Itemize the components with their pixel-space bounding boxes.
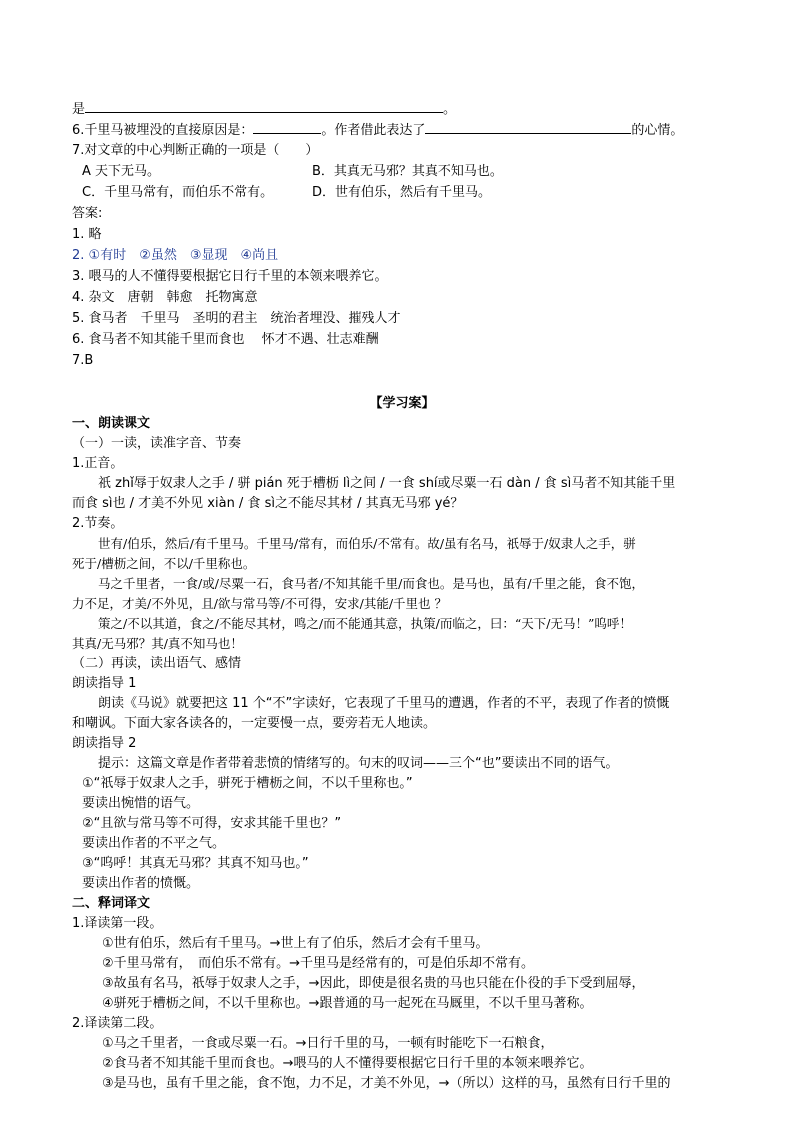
pronunciation-line: 祇 zhǐ辱于奴隶人之手 / 骈 pián 死于槽枥 lì之间 / 一食 shí或尽粟一石 dàn / 食 sì马者不知其能千里 [98,476,676,491]
answers-title: 答案: [72,206,103,221]
guide-2-text: ③“呜呼！其真无马邪？其真不知马也。” [82,856,309,871]
answer-7: 7.B [72,353,94,368]
study-plan-title: 【学习案】 [369,396,435,411]
rhythm-line: 死于/槽枥之间，不以/千里称也。 [72,556,256,571]
subsection-1-2: （二）再读，读出语气、感情 [72,656,242,671]
question-7-options-cd [72,182,732,203]
rhythm-line: 马之千里者，一食/或/尽粟一石，食马者/不知其能千里/而食也。是马也，虽有/千里之能，食不饱， [98,576,645,591]
rhythm-line: 世有/伯乐，然后/有千里马。千里马/常有，而伯乐/不常有。故/虽有名马，祇辱于/奴隶人之手，骈 [98,536,636,551]
document-page [72,98,732,1094]
answer-5: 5. 食马者 千里马 圣明的君主 统治者埋没、摧残人才 [72,311,401,326]
rhythm-line: 力不足，才美/不外见，且/欲与常马等/不可得，安求/其能/千里也 ？ [72,596,448,611]
question-7-stem: 7.对文章的中心判断正确的一项是（ ） [72,143,319,158]
translate-line: ④骈死于槽枥之间，不以千里称也。→跟普通的马一起死在马厩里，不以千里马著称。 [102,996,593,1011]
guide-1-title: 朗读指导 1 [72,676,137,691]
rhythm-line: 策之/不以其道，食之/不能尽其材，鸣之/而不能通其意，执策/而临之，曰：“天下/无马！”呜呼！ [98,616,632,631]
answer-blank [253,119,321,134]
option-d: D．世有伯乐，然后有千里马。 [312,185,492,200]
answer-1: 1. 略 [72,227,102,242]
question-5-line: 是 。 [72,98,732,119]
translate-line: ②食马者不知其能千里而食也。→喂马的人不懂得要根据它日行千里的本领来喂养它。 [102,1056,593,1071]
guide-2-text: 要读出作者的不平之气。 [82,836,226,851]
rhythm-title: 2.节奏。 [72,516,124,531]
guide-2-title: 朗读指导 2 [72,736,137,751]
question-6: 6.千里马被埋没的直接原因是： 。作者借此表达了 的心情。 [72,119,732,140]
subsection-1-1: （一）一读，读准字音、节奏 [72,436,242,451]
answer-3: 3. 喂马的人不懂得要根据它日行千里的本领来喂养它。 [72,269,388,284]
translate-line: ②千里马常有， 而伯乐不常有。→千里马是经常有的，可是伯乐却不常有。 [102,956,535,971]
translate-line: ③故虽有名马，祇辱于奴隶人之手，→因此，即使是很名贵的马也只能在仆役的手下受到屈辱， [102,976,645,991]
option-c: C．千里马常有，而伯乐不常有。 [82,185,274,200]
pronunciation-title: 1.正音。 [72,456,124,471]
guide-2-text: 要读出惋惜的语气。 [82,796,200,811]
guide-1-text: 朗读《马说》就要把这 11 个“不”字读好，它表现了千里马的遭遇，作者的不平，表现了作者的愤慨 [98,696,670,711]
rhythm-line: 其真/无马邪？其/真不知马也！ [72,636,243,651]
guide-1-text: 和嘲讽。下面大家各读各的，一定要慢一点，要旁若无人地读。 [72,716,437,731]
translate-1-title: 1.译读第一段。 [72,916,163,931]
answer-blank [85,98,443,113]
answer-blank [425,119,631,134]
guide-2-text: ②“且欲与常马等不可得，安求其能千里也？” [82,816,342,831]
translate-line: ①世有伯乐，然后有千里马。→世上有了伯乐，然后才会有千里马。 [102,936,489,951]
answer-6: 6. 食马者不知其能千里而食也 怀才不遇、壮志难酬 [72,332,379,347]
guide-2-text: ①“祇辱于奴隶人之手，骈死于槽枥之间，不以千里称也。” [82,776,413,791]
question-7-options-ab [72,161,732,182]
q5-tail: 是 [72,102,86,117]
option-a: A 天下无马。 [82,164,161,179]
section-1-heading: 一、朗读课文 [72,416,151,431]
answer-2: 2. ①有时 ②虽然 ③显现 ④尚且 [72,248,279,263]
guide-2-text: 要读出作者的愤慨。 [82,876,200,891]
answer-4: 4. 杂文 唐朝 韩愈 托物寓意 [72,290,258,305]
pronunciation-line: 而食 sì也 / 才美不外见 xiàn / 食 sì之不能尽其材 / 其真无马邪 yé？ [72,496,464,511]
option-b: B．其真无马邪？其真不知马也。 [312,164,503,179]
translate-line: ③是马也，虽有千里之能，食不饱，力不足，才美不外见，→（所以）这样的马，虽然有日行千里的 [102,1076,671,1091]
translate-2-title: 2.译读第二段。 [72,1016,163,1031]
translate-line: ①马之千里者，一食或尽粟一石。→日行千里的马，一顿有时能吃下一石粮食， [102,1036,554,1051]
section-2-heading: 二、释词译文 [72,896,151,911]
guide-2-text: 提示：这篇文章是作者带着悲愤的情绪写的。句末的叹词——三个“也”要读出不同的语气。 [98,756,619,771]
